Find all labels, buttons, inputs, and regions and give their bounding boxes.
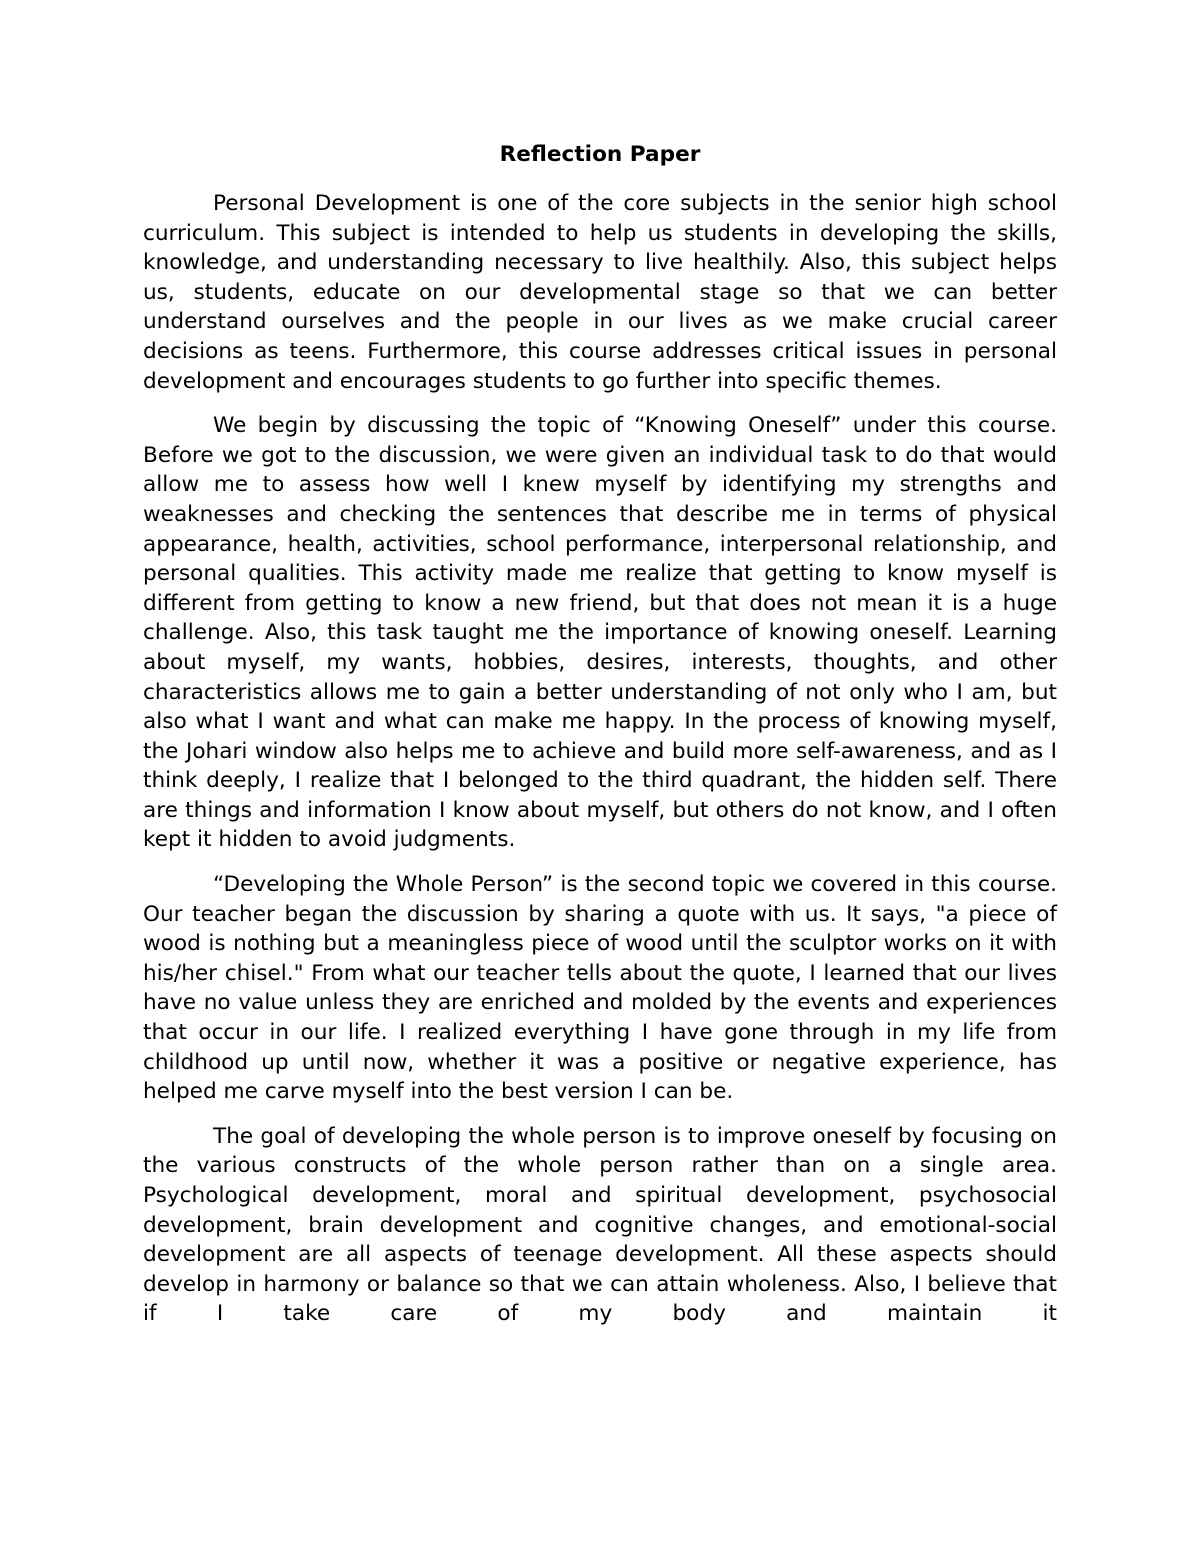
paragraph-personal-development: Personal Development is one of the core subjects in the senior high school curriculum. This subject is intended to help us students in developing the skills, knowledge, and understanding necessary to live healthily. Also, this subject helps us, students, educate on our developmental stage so that we can better understand ourselves and the people in our lives as we make crucial career decisions as teens. Furthermore, this course addresses critical issues in personal development and encourages students to go further into specific themes.: [143, 191, 1057, 394]
paragraph-developing-whole-person: “Developing the Whole Person” is the second topic we covered in this course. Our teacher began the discussion by sharing a quote with us. It says, "a piece of wood is nothing but a meaningless piece of wood until the sculptor works on it with his/her chisel." From what our teacher tells about the quote, I learned that our lives have no value unless they are enriched and molded by the events and experiences that occur in our life. I realized everything I have gone through in my life from childhood up until now, whether it was a positive or negative experience, has helped me carve myself into the best version I can be.: [143, 872, 1057, 1105]
paragraph-knowing-oneself: We begin by discussing the topic of “Knowing Oneself” under this course. Before we got to the discussion, we were given an individual task to do that would allow me to assess how well I knew myself by identifying my strengths and weaknesses and checking the sentences that describe me in terms of physical appearance, health, activities, school performance, interpersonal relationship, and personal qualities. This activity made me realize that getting to know myself is different from getting to know a new friend, but that does not mean it is a huge challenge. Also, this task taught me the importance of knowing oneself. Learning about myself, my wants, hobbies, desires, interests, thoughts, and other characteristics allows me to gain a better understanding of not only who I am, but also what I want and what can make me happy. In the process of knowing myself, the Johari window also helps me to achieve and build more self-awareness, and as I think deeply, I realize that I belonged to the third quadrant, the hidden self. There are things and information I know about myself, but others do not know, and I often kept it hidden to avoid judgments.: [143, 413, 1057, 853]
document-body: [143, 138, 1057, 1329]
paragraph-goal-whole-person: The goal of developing the whole person is to improve oneself by focusing on the various constructs of the whole person rather than on a single area. Psychological development, moral and spiritual development, psychosocial development, brain development and cognitive changes, and emotional-social development are all aspects of teenage development. All these aspects should develop in harmony or balance so that we can attain wholeness. Also, I believe that if I take care of my body and maintain it: [143, 1123, 1057, 1327]
document-title: Reflection Paper: [499, 142, 701, 167]
